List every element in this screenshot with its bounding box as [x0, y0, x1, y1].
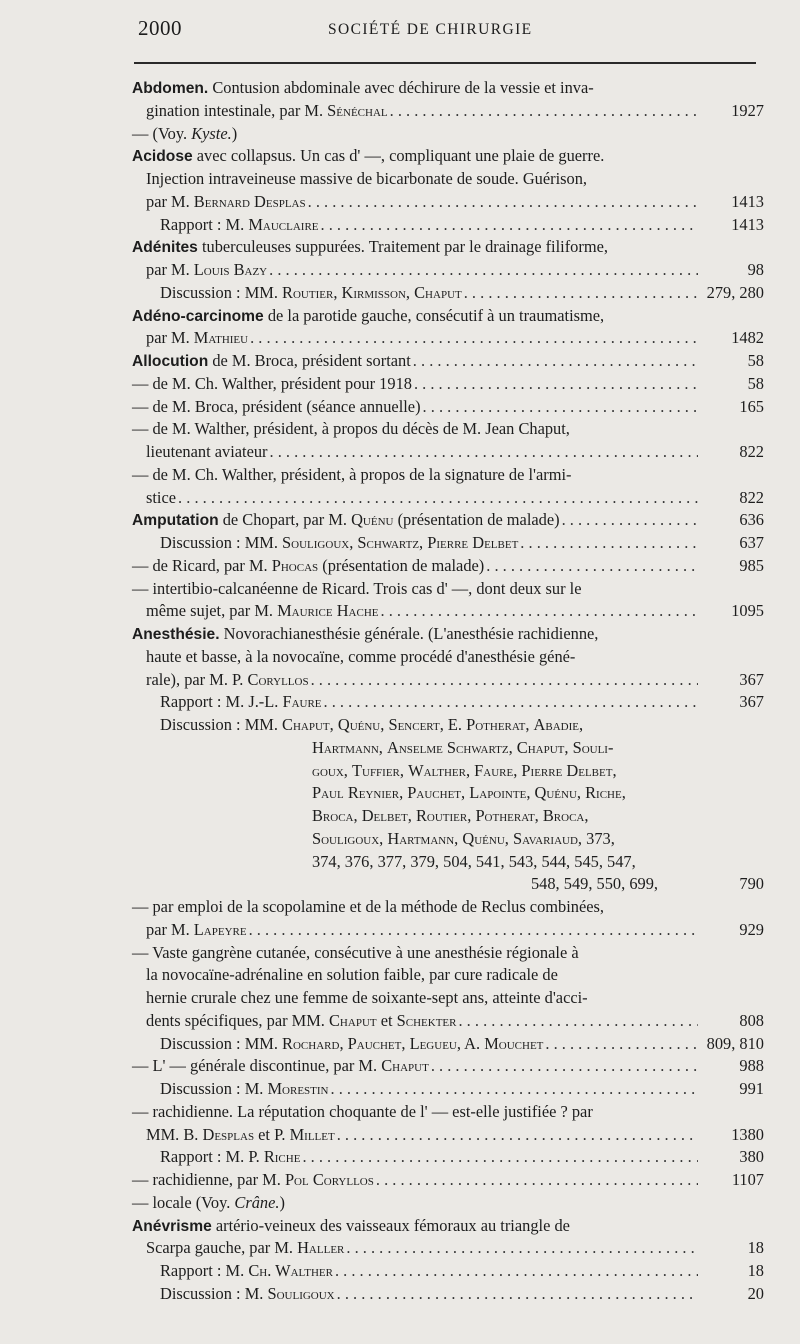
leader-dots — [411, 350, 698, 373]
index-line-text: Adéno-carcinome de la parotide gauche, consécutif à un traumatisme, — [132, 305, 605, 325]
index-line-text: — locale (Voy. Crâne.) — [132, 1192, 285, 1212]
index-line-text: Rapport : M. P. Riche — [160, 1147, 301, 1167]
page-reference: 790 — [739, 874, 764, 894]
page-reference: 1413 — [731, 214, 764, 234]
index-line-text: stice — [146, 487, 177, 507]
index-line — [0, 350, 800, 373]
leader-dots — [319, 214, 698, 237]
index-line — [0, 919, 800, 942]
index-line — [0, 100, 800, 123]
index-line — [0, 942, 800, 965]
leader-dots — [429, 1055, 698, 1078]
index-line-text: Adénites tuberculeuses suppurées. Traitement par le drainage filiforme, — [132, 237, 608, 257]
index-line — [0, 1055, 800, 1078]
leader-dots — [248, 327, 698, 350]
index-line — [0, 896, 800, 919]
index-line-text: lieutenant aviateur — [146, 442, 268, 461]
index-line — [0, 509, 800, 532]
leader-dots — [176, 487, 698, 510]
index-line-text: Discussion : M. Souligoux — [160, 1283, 335, 1303]
index-line-text: — de M. Walther, président, à propos du décès de M. Jean Chaput, — [132, 419, 570, 439]
page-reference: 991 — [739, 1079, 764, 1098]
index-line — [0, 236, 800, 259]
index-line-text: rale), par M. P. Coryllos — [146, 669, 309, 689]
page-reference: 637 — [739, 533, 764, 552]
leader-dots — [388, 100, 698, 123]
index-line — [0, 191, 800, 214]
index-line-text: Souligoux, Hartmann, Quénu, Savariaud, 373, — [312, 828, 615, 848]
page-reference: 1413 — [731, 191, 764, 211]
index-line — [0, 646, 800, 669]
index-line-text: Broca, Delbet, Routier, Potherat, Broca, — [312, 806, 589, 825]
leader-dots — [344, 1237, 698, 1260]
index-line-text: par M. Bernard Desplas — [146, 191, 306, 211]
leader-dots — [267, 259, 698, 282]
page-reference: 58 — [747, 351, 764, 370]
index-line-text: Rapport : M. J.-L. Faure — [160, 692, 322, 712]
index-line-text: Amputation de Chopart, par M. Quénu (présentation de malade) — [132, 510, 560, 530]
index-line-text: dents spécifiques, par MM. Chaput et Schekter — [146, 1010, 457, 1030]
leader-dots — [518, 532, 698, 555]
page-reference: 988 — [739, 1056, 764, 1076]
page-reference: 98 — [747, 260, 764, 279]
index-line — [0, 1169, 800, 1192]
index-line-text: — de M. Ch. Walther, président, à propos de la signature de l'armi- — [132, 464, 572, 484]
index-list — [0, 77, 800, 1306]
index-line — [0, 282, 800, 305]
index-line — [0, 396, 800, 419]
index-line-text: — de M. Ch. Walther, président pour 1918 — [132, 373, 412, 393]
index-line — [0, 123, 800, 146]
leader-dots — [335, 1283, 698, 1306]
index-line — [0, 532, 800, 555]
index-line — [0, 373, 800, 396]
index-line — [0, 578, 800, 601]
index-line — [0, 168, 800, 191]
page-reference: 380 — [739, 1147, 764, 1167]
index-line-text: par M. Lapeyre — [146, 919, 247, 939]
index-line — [0, 214, 800, 237]
index-line — [0, 77, 800, 100]
index-line-text: Acidose avec collapsus. Un cas d' —, compliquant une plaie de guerre. — [132, 146, 605, 166]
page-reference: 1107 — [731, 1170, 764, 1189]
index-line — [0, 418, 800, 441]
page-reference: 18 — [747, 1261, 764, 1280]
index-line — [0, 1215, 800, 1238]
leader-dots — [456, 1010, 698, 1033]
page-reference: 636 — [739, 510, 764, 530]
index-line-text: 548, 549, 550, 699, — [530, 874, 658, 894]
page-reference: 367 — [739, 669, 764, 689]
index-line-text: Discussion : MM. Routier, Kirmisson, Chaput — [160, 282, 462, 302]
leader-dots — [335, 1124, 698, 1147]
index-line — [0, 782, 800, 805]
page-reference: 822 — [739, 442, 764, 461]
index-line-text: — L' — générale discontinue, par M. Chaput — [132, 1056, 429, 1076]
index-line — [0, 1033, 800, 1056]
index-line — [0, 828, 800, 851]
leader-dots — [329, 1078, 699, 1101]
index-line-text: — de M. Broca, président (séance annuelle) — [132, 396, 421, 416]
index-line — [0, 669, 800, 692]
index-line-text: Discussion : M. Morestin — [160, 1079, 329, 1098]
index-line — [0, 623, 800, 646]
index-line-text: Anesthésie. Novorachianesthésie générale. (L'anesthésie rachidienne, — [132, 624, 599, 643]
index-line-text: MM. B. Desplas et P. Millet — [146, 1124, 335, 1144]
index-line — [0, 851, 800, 874]
index-line-text: Discussion : MM. Souligoux, Schwartz, Pierre Delbet — [160, 533, 519, 552]
index-line — [0, 987, 800, 1010]
index-line — [0, 1101, 800, 1124]
index-line-text: Injection intraveineuse massive de bicarbonate de soude. Guérison, — [146, 169, 588, 188]
page-reference: 367 — [739, 692, 764, 712]
index-line-text: Paul Reynier, Pauchet, Lapointe, Quénu, Riche, — [312, 783, 626, 803]
leader-dots — [374, 1169, 698, 1192]
leader-dots — [333, 1260, 698, 1283]
running-title: SOCIÉTÉ DE CHIRURGIE — [328, 21, 533, 38]
index-line-text: — de Ricard, par M. Phocas (présentation de malade) — [132, 555, 485, 575]
leader-dots — [300, 1146, 698, 1169]
leader-dots — [484, 555, 698, 578]
index-line — [0, 737, 800, 760]
page-reference: 1482 — [731, 328, 764, 348]
index-line — [0, 1283, 800, 1306]
index-line-text: Scarpa gauche, par M. Haller — [146, 1238, 345, 1258]
page-reference: 1380 — [731, 1124, 764, 1144]
index-line — [0, 714, 800, 737]
page-reference: 809, 810 — [706, 1033, 764, 1053]
index-line — [0, 1146, 800, 1169]
page-number: 2000 — [138, 16, 182, 40]
leader-dots — [560, 509, 698, 532]
index-line-text: Abdomen. Contusion abdominale avec déchirure de la vessie et inva- — [132, 78, 594, 97]
index-line-text: — (Voy. Kyste.) — [132, 123, 238, 143]
page-reference: 808 — [739, 1010, 764, 1030]
index-line-text: — Vaste gangrène cutanée, consécutive à une anesthésie régionale à — [132, 942, 579, 962]
page-reference: 20 — [747, 1283, 764, 1303]
leader-dots — [462, 282, 698, 305]
leader-dots — [306, 191, 698, 214]
index-line — [0, 600, 800, 623]
page-header — [0, 16, 800, 46]
page-reference: 1927 — [731, 100, 764, 120]
index-line-text: gination intestinale, par M. Sénéchal — [146, 100, 388, 120]
index-line-text: 374, 376, 377, 379, 504, 541, 543, 544, 545, 547, — [312, 851, 636, 871]
index-line-text: — rachidienne. La réputation choquante de l' — est-elle justifiée ? par — [132, 1101, 593, 1121]
leader-dots — [421, 396, 698, 419]
index-line-text: Allocution de M. Broca, président sortant — [132, 351, 411, 370]
index-line — [0, 691, 800, 714]
index-line — [0, 145, 800, 168]
page-reference: 279, 280 — [706, 282, 764, 302]
leader-dots — [543, 1033, 698, 1056]
index-line-text: même sujet, par M. Maurice Hache — [146, 601, 379, 621]
index-line — [0, 487, 800, 510]
header-rule — [134, 62, 756, 64]
leader-dots — [412, 373, 698, 396]
index-line — [0, 441, 800, 464]
page-reference: 822 — [739, 487, 764, 507]
leader-dots — [379, 600, 699, 623]
page-reference: 1095 — [731, 601, 764, 621]
index-line-text: hernie crurale chez une femme de soixante-sept ans, atteinte d'acci- — [146, 988, 588, 1007]
index-line — [0, 1237, 800, 1260]
index-line-text: — par emploi de la scopolamine et de la méthode de Reclus combinées, — [132, 897, 604, 916]
page-reference: 929 — [739, 919, 764, 939]
page-reference: 165 — [739, 396, 764, 416]
page-reference: 18 — [747, 1238, 764, 1258]
index-line — [0, 964, 800, 987]
index-line-text: Discussion : MM. Chaput, Quénu, Sencert, E. Potherat, Abadie, — [160, 715, 584, 734]
index-line — [0, 1078, 800, 1101]
index-line-text: — rachidienne, par M. Pol Coryllos — [132, 1170, 374, 1189]
index-line-text: goux, Tuffier, Walther, Faure, Pierre Delbet, — [312, 760, 617, 780]
index-line — [0, 305, 800, 328]
page-reference: 58 — [747, 373, 764, 393]
index-line — [0, 327, 800, 350]
index-line — [0, 873, 800, 896]
index-line-text: Hartmann, Anselme Schwartz, Chaput, Souli- — [312, 737, 614, 757]
index-line — [0, 1010, 800, 1033]
index-line-text: par M. Louis Bazy — [146, 260, 268, 279]
index-line-text: Discussion : MM. Rochard, Pauchet, Legueu, A. Mouchet — [160, 1033, 544, 1053]
index-line — [0, 464, 800, 487]
index-line — [0, 1260, 800, 1283]
index-line-text: Anévrisme artério-veineux des vaisseaux fémoraux au triangle de — [132, 1215, 570, 1235]
index-line-text: — intertibio-calcanéenne de Ricard. Trois cas d' —, dont deux sur le — [132, 578, 582, 598]
leader-dots — [309, 669, 698, 692]
leader-dots — [268, 441, 698, 464]
index-line-text: haute et basse, à la novocaïne, comme procédé d'anesthésie géné- — [146, 646, 576, 666]
leader-dots — [247, 919, 698, 942]
page-reference: 985 — [739, 555, 764, 575]
index-line — [0, 259, 800, 282]
leader-dots — [322, 691, 698, 714]
index-line-text: Rapport : M. Ch. Walther — [160, 1261, 333, 1280]
index-line — [0, 1192, 800, 1215]
index-line — [0, 805, 800, 828]
index-line-text: par M. Mathieu — [146, 328, 249, 348]
index-line-text: la novocaïne-adrénaline en solution faible, par cure radicale de — [146, 965, 558, 985]
index-line — [0, 760, 800, 783]
index-line — [0, 555, 800, 578]
index-line — [0, 1124, 800, 1147]
index-line-text: Rapport : M. Mauclaire — [160, 214, 319, 234]
